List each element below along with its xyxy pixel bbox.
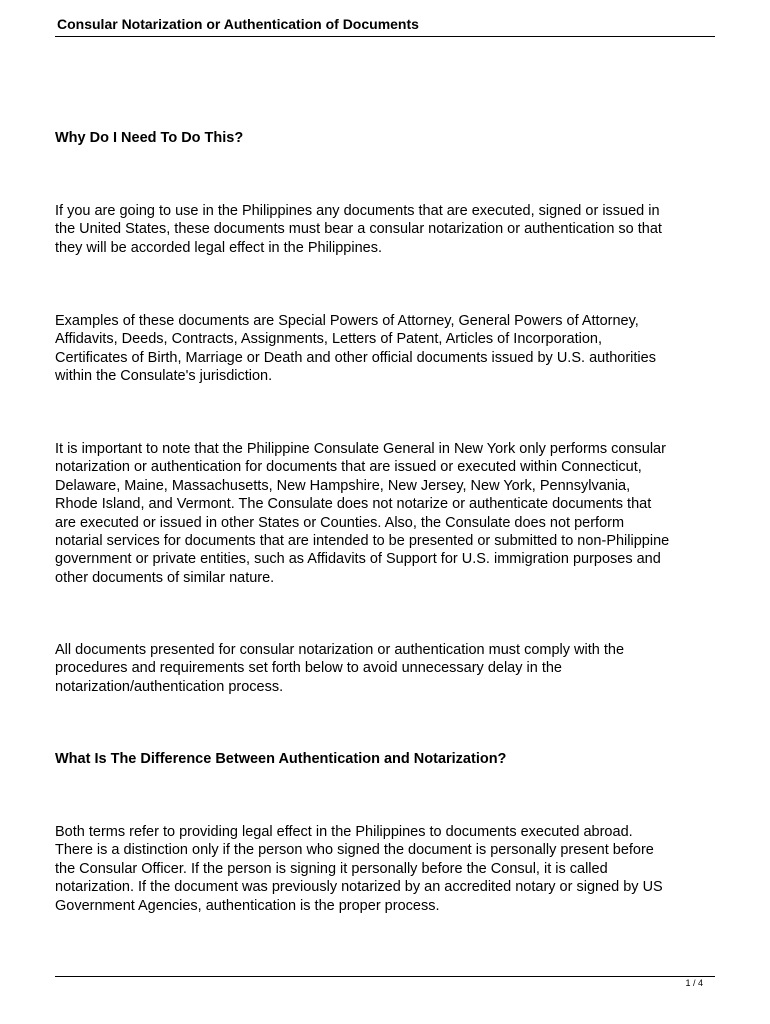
paragraph-line: Both terms refer to providing legal effect in the Philippines to documents executed abroad. — [55, 824, 633, 840]
paragraph-line: procedures and requirements set forth below to avoid unnecessary delay in the — [55, 660, 562, 677]
paragraph-line: within the Consulate's jurisdiction. — [55, 368, 273, 385]
paragraph-purpose — [55, 202, 720, 257]
paragraph-line: notarial services for documents that are intended to be presented or submitted to non-Philippine — [55, 533, 670, 550]
paragraph-difference — [55, 823, 720, 915]
section-heading-difference: What Is The Difference Between Authentication and Notarization? — [55, 751, 507, 767]
paragraph-line: Affidavits, Deeds, Contracts, Assignments, Letters of Patent, Articles of Incorporation, — [55, 331, 602, 348]
paragraph-compliance — [55, 641, 720, 696]
paragraph-line: notarization/authentication process. — [55, 678, 284, 695]
paragraph-examples — [55, 312, 720, 386]
paragraph-line: they will be accorded legal effect in the Philippines. — [55, 239, 382, 256]
paragraph-line: All documents presented for consular notarization or authentication must comply with the — [55, 642, 625, 658]
paragraph-line: other documents of similar nature. — [55, 569, 275, 586]
footer-divider — [55, 976, 715, 977]
paragraph-jurisdiction — [55, 440, 720, 587]
paragraph-line: notarization or authentication for documents that are issued or executed within Connecticut, — [55, 459, 642, 476]
paragraph-line: Rhode Island, and Vermont. The Consulate does not notarize or authenticate documents that — [55, 496, 652, 513]
paragraph-line: notarization. If the document was previously notarized by an accredited notary or signed by US — [55, 879, 663, 896]
document-header-title: Consular Notarization or Authentication of Documents — [57, 16, 419, 32]
header-divider — [55, 36, 715, 37]
paragraph-line: Government Agencies, authentication is the proper process. — [55, 897, 440, 914]
paragraph-line: Examples of these documents are Special Powers of Attorney, General Powers of Attorney, — [55, 313, 639, 329]
page-number: 1 / 4 — [685, 978, 703, 988]
section-heading-why: Why Do I Need To Do This? — [55, 130, 244, 146]
paragraph-line: Delaware, Maine, Massachusetts, New Hampshire, New Jersey, New York, Pennsylvania, — [55, 477, 631, 494]
paragraph-line: the United States, these documents must bear a consular notarization or authentication so that — [55, 221, 662, 238]
paragraph-line: the Consular Officer. If the person is signing it personally before the Consul, it is called — [55, 860, 608, 877]
paragraph-line: It is important to note that the Philippine Consulate General in New York only performs consular — [55, 441, 666, 457]
paragraph-line: There is a distinction only if the person who signed the document is personally present before — [55, 842, 654, 859]
paragraph-line: Certificates of Birth, Marriage or Death and other official documents issued by U.S. authorities — [55, 349, 656, 366]
paragraph-line: If you are going to use in the Philippines any documents that are executed, signed or issued in — [55, 203, 660, 219]
paragraph-line: are executed or issued in other States or Counties. Also, the Consulate does not perform — [55, 514, 625, 531]
paragraph-line: government or private entities, such as Affidavits of Support for U.S. immigration purposes and — [55, 551, 661, 568]
